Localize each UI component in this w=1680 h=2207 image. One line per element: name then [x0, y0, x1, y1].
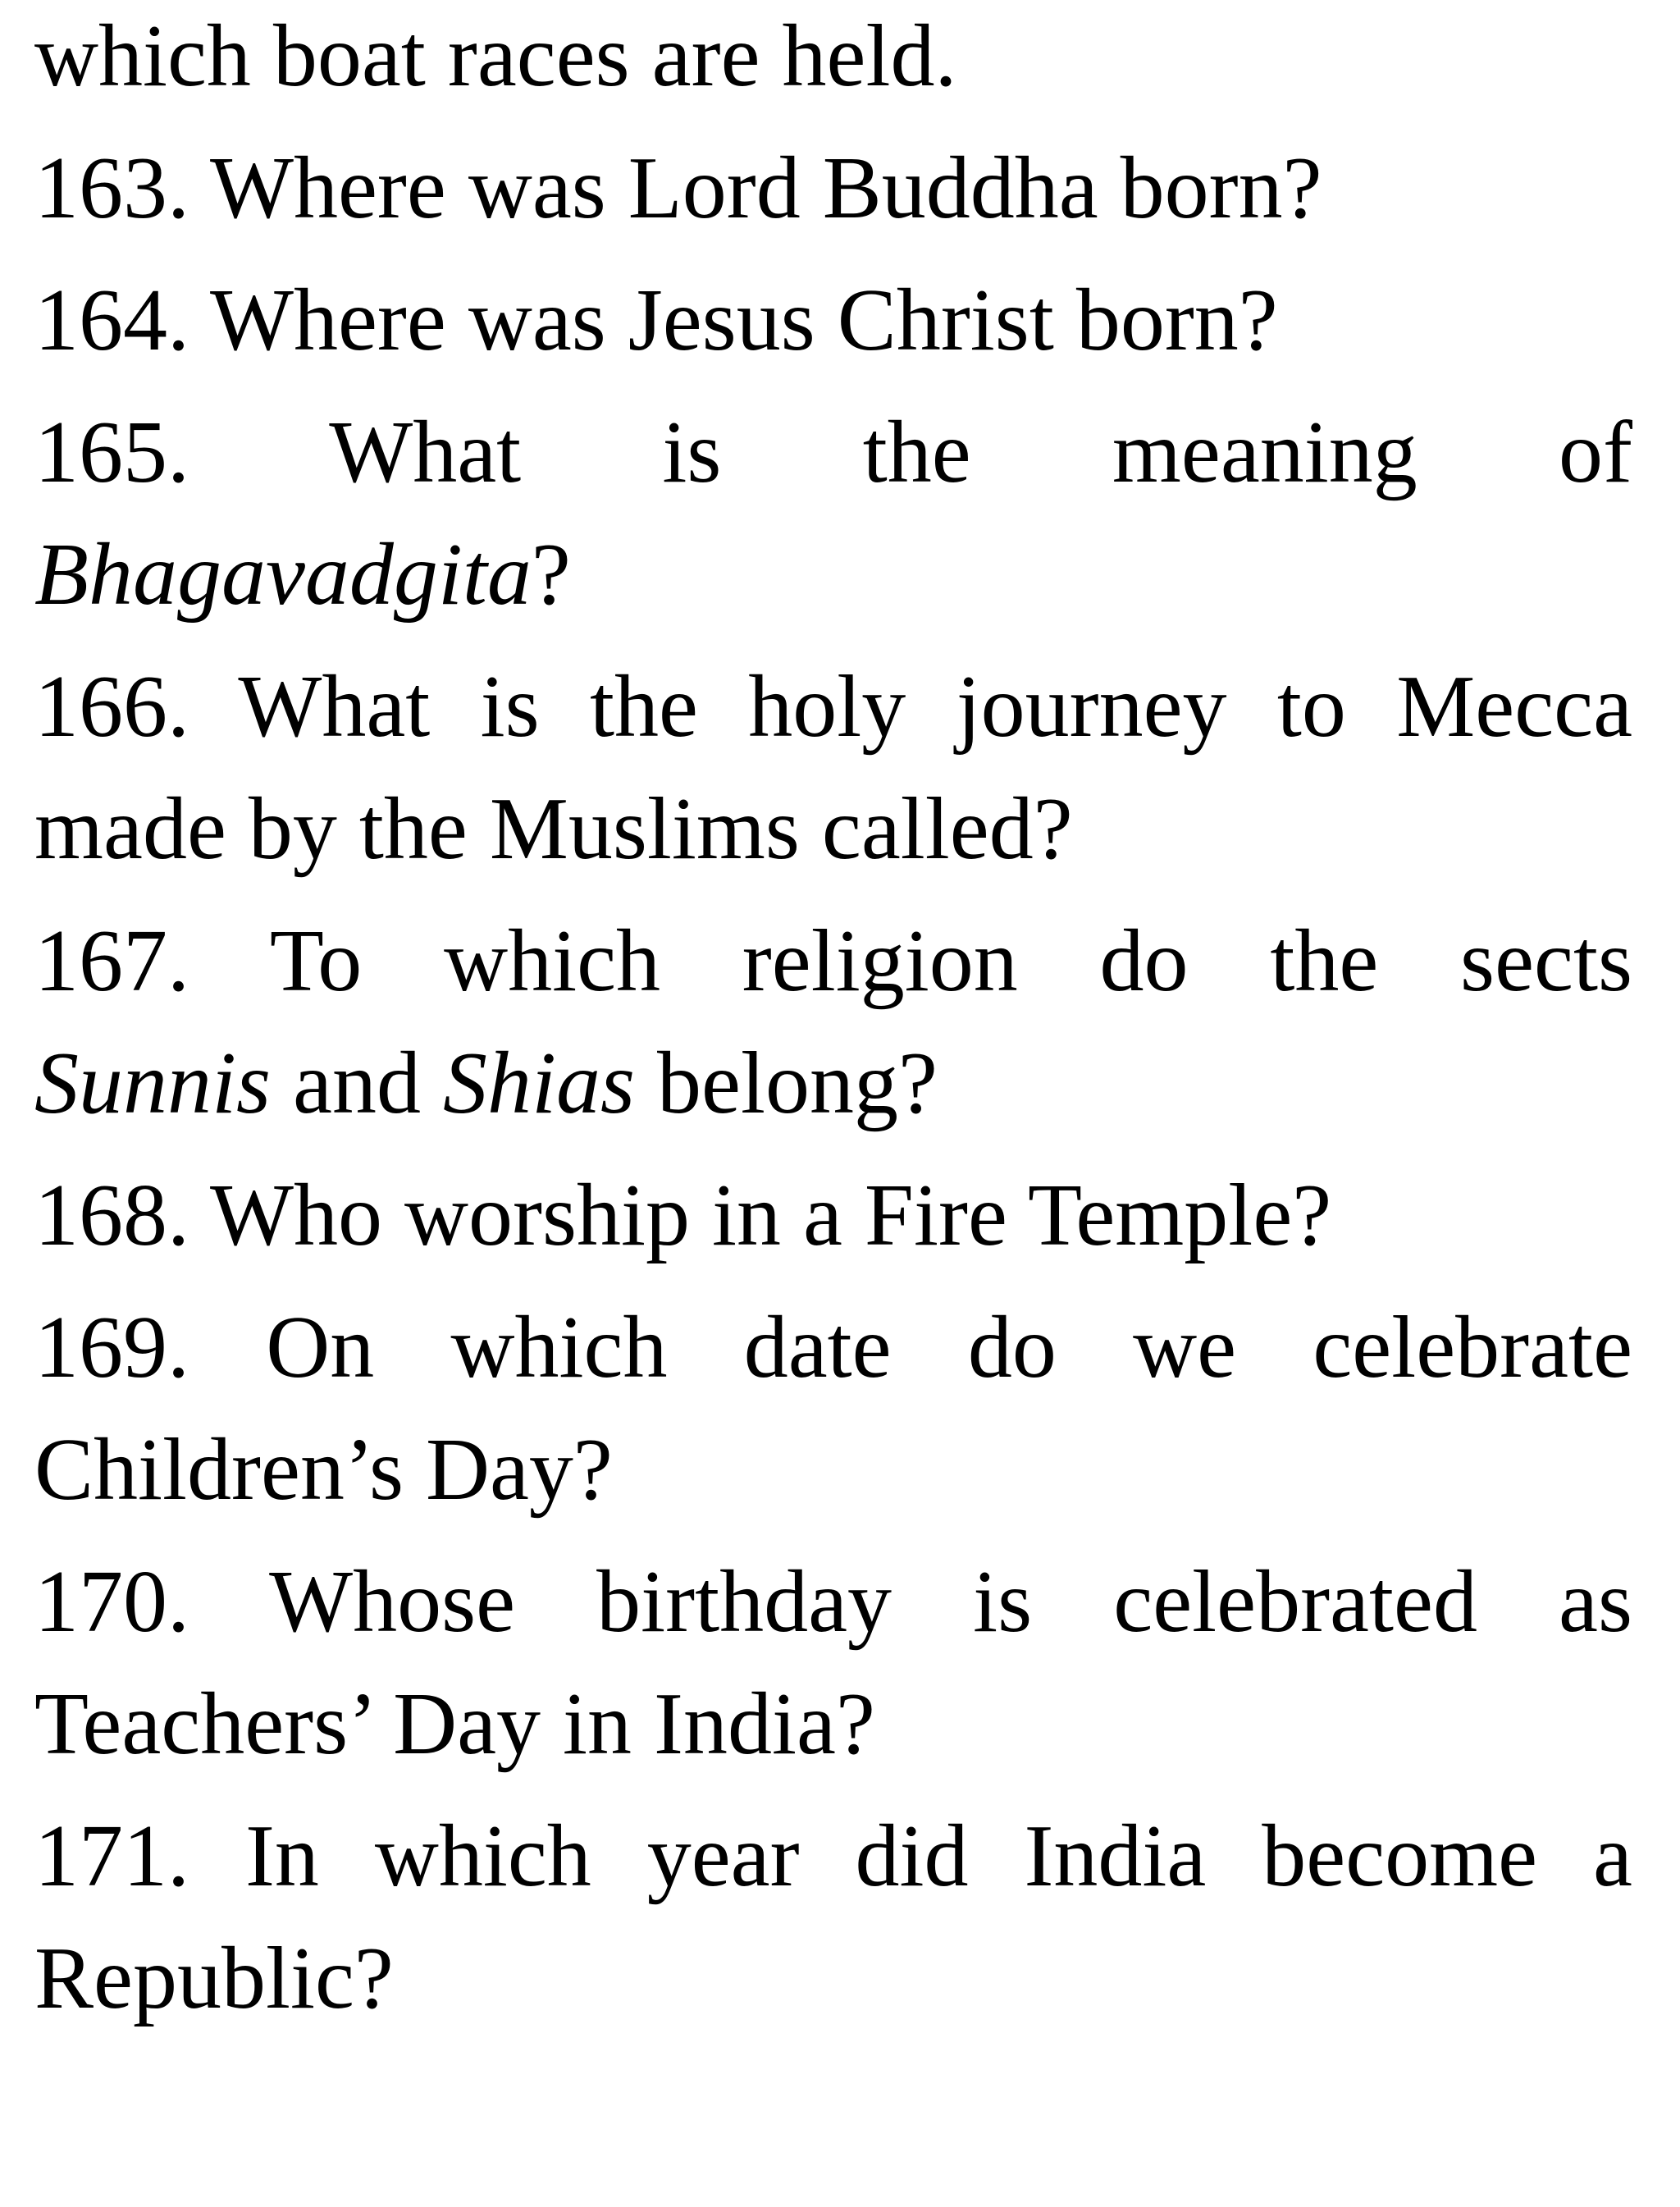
question-169-line-2: Children’s Day? — [34, 1421, 613, 1519]
question-164: 164. Where was Jesus Christ born? — [34, 272, 1278, 369]
italic-term: Sunnis — [34, 1035, 272, 1132]
question-171 — [34, 1795, 1632, 2040]
question-170-line-1: 170. Whose birthday is celebrated as — [34, 1553, 1632, 1651]
text-line: which boat races are held. — [34, 7, 957, 105]
question-170-line-2: Teachers’ Day in India? — [34, 1675, 875, 1773]
italic-term: Bhagavadgita — [34, 526, 532, 624]
question-169-line-1: 169. On which date do we celebrate — [34, 1299, 1632, 1396]
question-167-line-1: 167. To which religion do the sects — [34, 912, 1632, 1010]
question-170 — [34, 1541, 1632, 1785]
question-166 — [34, 646, 1632, 890]
question-165 — [34, 391, 1632, 636]
question-166-line-2: made by the Muslims called? — [34, 780, 1073, 878]
question-171-line-1: 171. In which year did India become a — [34, 1807, 1632, 1905]
italic-term: Shias — [442, 1035, 636, 1132]
question-169 — [34, 1286, 1632, 1531]
question-166-line-1: 166. What is the holy journey to Mecca — [34, 658, 1632, 756]
text-fragment: belong? — [635, 1035, 938, 1132]
question-168: 168. Who worship in a Fire Temple? — [34, 1167, 1332, 1264]
question-171-line-2: Republic? — [34, 1930, 394, 2027]
question-mark: ? — [531, 526, 571, 624]
question-167 — [34, 900, 1632, 1145]
question-167-line-2 — [34, 1022, 1632, 1145]
question-165-line-2 — [34, 514, 1632, 636]
question-163: 163. Where was Lord Buddha born? — [34, 139, 1322, 237]
text-fragment: and — [271, 1035, 443, 1132]
question-165-line-1: 165. What is the meaning of — [34, 404, 1632, 501]
